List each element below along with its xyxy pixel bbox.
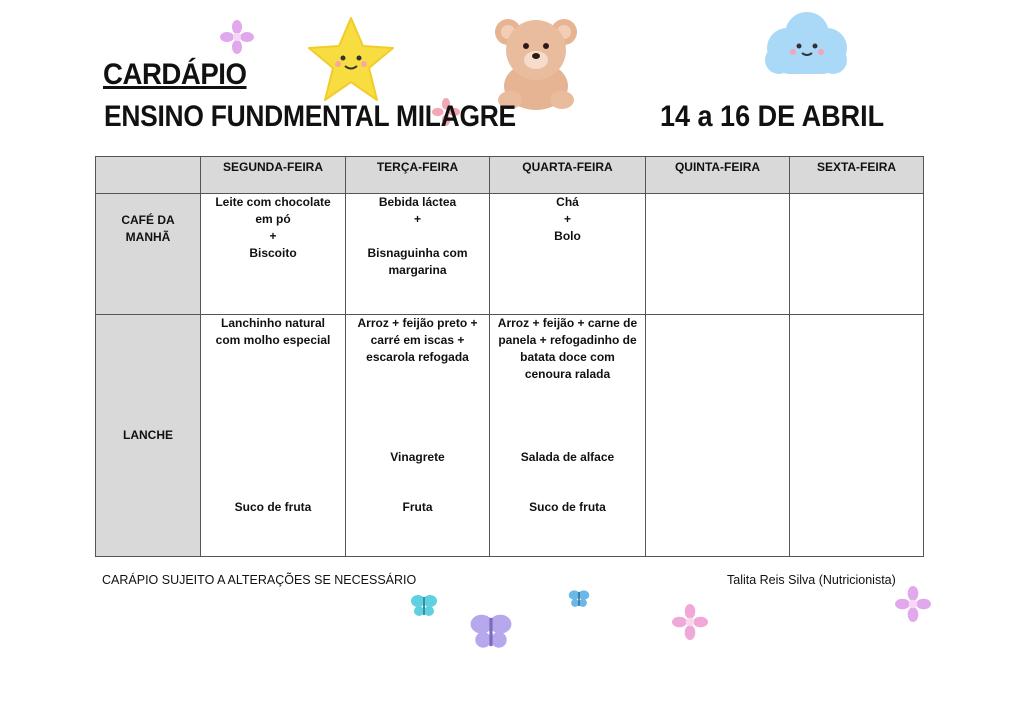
butterfly-icon — [568, 588, 590, 610]
butterfly-icon — [410, 592, 438, 620]
menu-line: margarina — [388, 263, 447, 277]
menu-drink: Suco de fruta — [234, 500, 312, 514]
star-icon — [305, 14, 397, 104]
snack-monday — [201, 315, 346, 557]
snack-tuesday — [346, 315, 490, 557]
menu-line — [348, 228, 487, 245]
row-label-breakfast — [96, 194, 201, 315]
menu-line: em pó — [255, 212, 291, 226]
breakfast-thursday — [646, 194, 790, 315]
menu-line: Arroz + feijão + carne de — [497, 316, 638, 330]
footer-note: CARÁPIO SUJEITO A ALTERAÇÕES SE NECESSÁRIO — [102, 573, 417, 587]
breakfast-tuesday — [346, 194, 490, 315]
flower-icon — [220, 20, 254, 54]
butterfly-icon — [468, 610, 514, 654]
menu-line: Leite com chocolate — [215, 195, 331, 209]
flower-icon — [895, 586, 931, 622]
breakfast-monday — [201, 194, 346, 315]
school-name: ENSINO FUNDMENTAL MILAGRE — [104, 100, 516, 133]
snack-wednesday — [490, 315, 646, 557]
row-label-line: MANHÃ — [125, 230, 171, 244]
day-header: TERÇA-FEIRA — [346, 157, 490, 194]
menu-drink: Suco de fruta — [529, 500, 606, 514]
menu-line: Arroz + feijão preto + — [357, 316, 478, 330]
menu-line: Bolo — [554, 229, 581, 243]
corner-cell — [96, 157, 201, 194]
teddy-bear-icon — [488, 12, 584, 112]
flower-icon — [672, 604, 708, 640]
menu-line: Lanchinho natural — [220, 316, 325, 330]
menu-side: Salada de alface — [520, 450, 615, 464]
menu-line: Chá — [556, 195, 579, 209]
menu-line: + — [563, 212, 571, 226]
cloud-icon — [757, 8, 853, 80]
day-header: SEGUNDA-FEIRA — [201, 157, 346, 194]
snack-thursday — [646, 315, 790, 557]
menu-line: Biscoito — [249, 246, 297, 260]
day-header: QUARTA-FEIRA — [490, 157, 646, 194]
day-header: SEXTA-FEIRA — [790, 157, 924, 194]
snack-friday — [790, 315, 924, 557]
menu-drink: Fruta — [402, 500, 433, 514]
menu-line: com molho especial — [215, 333, 331, 347]
row-label-line: LANCHE — [123, 428, 173, 442]
date-range: 14 a 16 DE ABRIL — [660, 100, 885, 133]
menu-line: + — [413, 212, 421, 226]
menu-table — [95, 156, 924, 557]
table-row — [96, 315, 924, 557]
breakfast-friday — [790, 194, 924, 315]
row-label-line: CAFÉ DA — [121, 213, 175, 227]
menu-line: cenoura ralada — [524, 367, 611, 381]
menu-line: carré em iscas + — [370, 333, 465, 347]
menu-line: panela + refogadinho de — [498, 333, 637, 347]
footer-author: Talita Reis Silva (Nutricionista) — [727, 573, 896, 587]
table-header-row — [96, 157, 924, 194]
table-row — [96, 194, 924, 315]
menu-line: Bebida láctea — [378, 195, 457, 209]
menu-line: batata doce com — [520, 350, 615, 364]
menu-line: Bisnaguinha com — [367, 246, 468, 260]
page-title: CARDÁPIO — [103, 58, 247, 91]
menu-line: + — [269, 229, 277, 243]
menu-line: escarola refogada — [366, 350, 469, 364]
breakfast-wednesday — [490, 194, 646, 315]
menu-side: Vinagrete — [390, 450, 445, 464]
row-label-snack — [96, 315, 201, 557]
day-header: QUINTA-FEIRA — [646, 157, 790, 194]
